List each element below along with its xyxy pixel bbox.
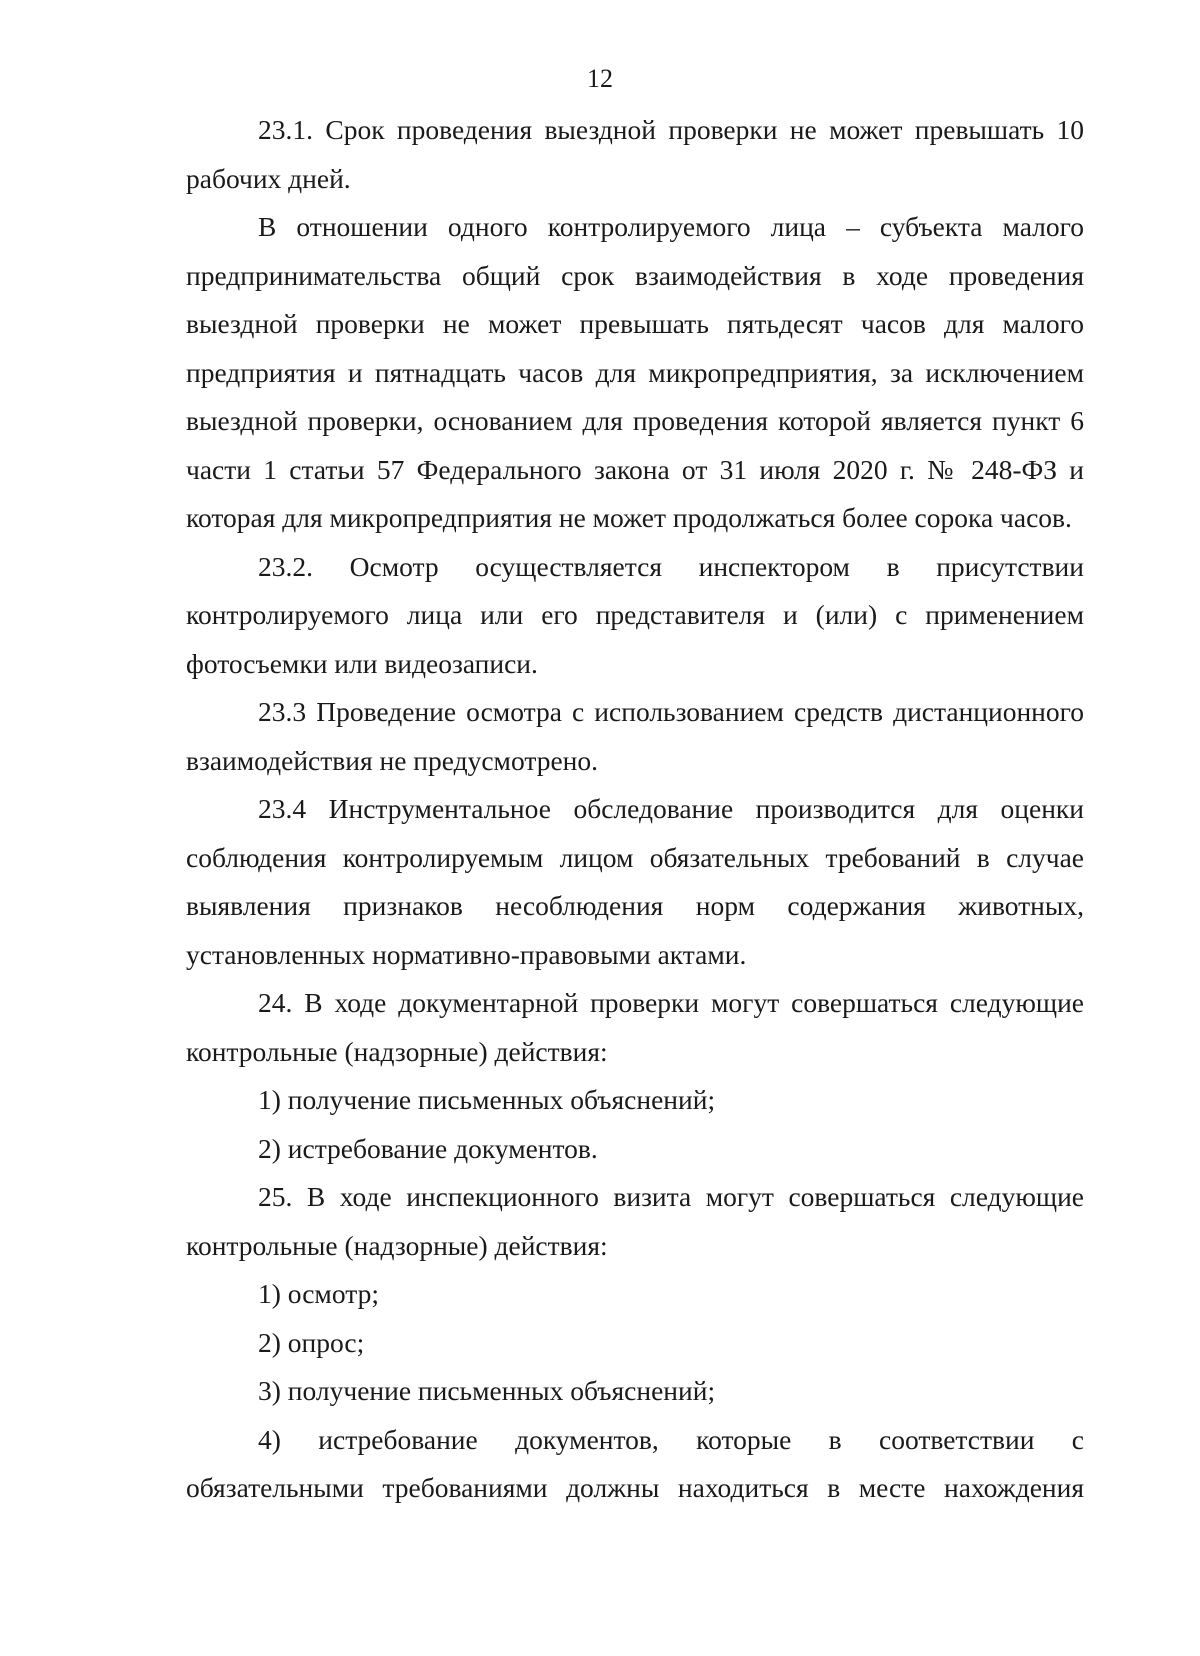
paragraph-25: 25. В ходе инспекционного визита могут совершаться следующие контрольные (надзорные) действия: [186, 1181, 1084, 1261]
list-item-24-1: 1) получение письменных объяснений; [258, 1084, 716, 1115]
paragraph-23-3: 23.3 Проведение осмотра с использованием средств дистанционного взаимодействия не предусмотрено. [186, 696, 1084, 776]
list-item-25-3: 3) получение письменных объяснений; [258, 1375, 716, 1406]
document-body [186, 106, 1084, 1513]
list-item-25-1: 1) осмотр; [258, 1278, 379, 1309]
list-item-25-4: 4) истребование документов, которые в соответствии с обязательными требованиями должны находиться в месте нахождения [186, 1423, 1084, 1503]
paragraph-23-2: 23.2. Осмотр осуществляется инспектором в присутствии контролируемого лица или его представителя и (или) с применением фотосъемки или видеозаписи. [186, 550, 1084, 679]
list-item-25-2: 2) опрос; [258, 1326, 365, 1358]
paragraph-23-1: 23.1. Срок проведения выездной проверки не может превышать 10 рабочих дней. [186, 114, 1084, 194]
page-number: 12 [587, 64, 613, 93]
paragraph-24: 24. В ходе документарной проверки могут совершаться следующие контрольные (надзорные) действия: [186, 987, 1084, 1067]
paragraph-23-1-small-business: В отношении одного контролируемого лица – субъекта малого предпринимательства общий срок взаимодействия в ходе проведения выездной проверки не может превышать пятьдесят часов для малого предприятия и пятнадцать часов для микропредприятия, за исключением выездной проверки, основанием для проведения которой является пункт 6 части 1 статьи 57 Федерального закона от 31 июля 2020 г. № 248-ФЗ и которая для микропредприятия не может продолжаться более сорока часов. [186, 211, 1084, 533]
paragraph-23-4: 23.4 Инструментальное обследование производится для оценки соблюдения контролируемым лицом обязательных требований в случае выявления признаков несоблюдения норм содержания животных, установленных нормативно-правовыми актами. [186, 793, 1084, 970]
list-item-24-2: 2) истребование документов. [258, 1132, 598, 1164]
